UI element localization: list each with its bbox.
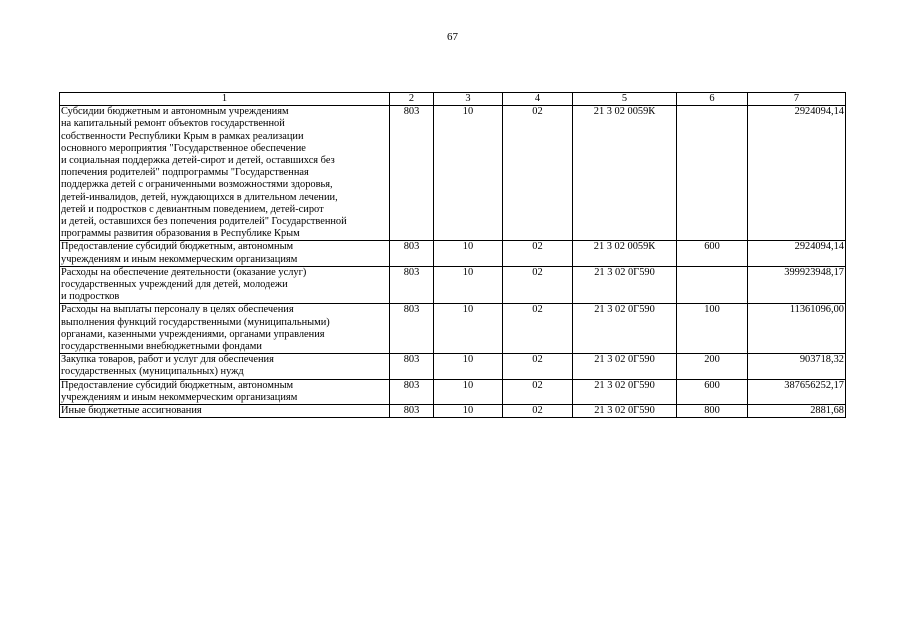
row-name: Иные бюджетные ассигнования xyxy=(60,405,390,418)
row-amount: 903718,32 xyxy=(748,354,846,379)
row-ministry-code: 803 xyxy=(390,304,434,354)
table-row xyxy=(60,354,846,379)
row-target-code: 21 3 02 0Г590 xyxy=(573,379,677,404)
column-header-6: 6 xyxy=(677,93,748,106)
row-expense-type xyxy=(677,106,748,241)
row-expense-type: 600 xyxy=(677,241,748,266)
row-expense-type: 200 xyxy=(677,354,748,379)
row-amount: 2924094,14 xyxy=(748,241,846,266)
row-target-code: 21 3 02 0Г590 xyxy=(573,304,677,354)
column-header-1: 1 xyxy=(60,93,390,106)
row-amount: 2924094,14 xyxy=(748,106,846,241)
row-ministry-code: 803 xyxy=(390,354,434,379)
row-section-code: 10 xyxy=(434,354,503,379)
table-row xyxy=(60,379,846,404)
row-target-code: 21 3 02 0Г590 xyxy=(573,266,677,304)
row-target-code: 21 3 02 0Г590 xyxy=(573,354,677,379)
row-ministry-code: 803 xyxy=(390,266,434,304)
row-section-code: 10 xyxy=(434,379,503,404)
row-target-code: 21 3 02 0Г590 xyxy=(573,405,677,418)
row-ministry-code: 803 xyxy=(390,379,434,404)
row-name: Предоставление субсидий бюджетным, автономным учреждениям и иным некоммерческим организациям xyxy=(60,241,390,266)
row-subsection-code: 02 xyxy=(503,405,573,418)
row-amount: 387656252,17 xyxy=(748,379,846,404)
row-subsection-code: 02 xyxy=(503,266,573,304)
row-name: Предоставление субсидий бюджетным, автономным учреждениям и иным некоммерческим организациям xyxy=(60,379,390,404)
row-subsection-code: 02 xyxy=(503,304,573,354)
table-row xyxy=(60,304,846,354)
budget-table xyxy=(59,92,846,418)
row-ministry-code: 803 xyxy=(390,405,434,418)
table-row xyxy=(60,241,846,266)
row-name: Закупка товаров, работ и услуг для обеспечения государственных (муниципальных) нужд xyxy=(60,354,390,379)
row-expense-type xyxy=(677,266,748,304)
row-section-code: 10 xyxy=(434,266,503,304)
row-section-code: 10 xyxy=(434,106,503,241)
row-subsection-code: 02 xyxy=(503,379,573,404)
row-subsection-code: 02 xyxy=(503,354,573,379)
row-target-code: 21 3 02 0059К xyxy=(573,106,677,241)
row-subsection-code: 02 xyxy=(503,106,573,241)
row-name: Расходы на обеспечение деятельности (оказание услуг) государственных учреждений для детей, молодежи и подростков xyxy=(60,266,390,304)
row-amount: 11361096,00 xyxy=(748,304,846,354)
row-name: Расходы на выплаты персоналу в целях обеспечения выполнения функций государственными (муниципальными) органами, казенными учреждениями, органами управления государственными внебюджетными фондами xyxy=(60,304,390,354)
table-row xyxy=(60,405,846,418)
row-section-code: 10 xyxy=(434,304,503,354)
row-section-code: 10 xyxy=(434,241,503,266)
row-expense-type: 800 xyxy=(677,405,748,418)
table-header-row xyxy=(60,93,846,106)
row-ministry-code: 803 xyxy=(390,106,434,241)
row-expense-type: 600 xyxy=(677,379,748,404)
row-amount: 2881,68 xyxy=(748,405,846,418)
row-ministry-code: 803 xyxy=(390,241,434,266)
column-header-5: 5 xyxy=(573,93,677,106)
row-amount: 399923948,17 xyxy=(748,266,846,304)
row-section-code: 10 xyxy=(434,405,503,418)
row-target-code: 21 3 02 0059К xyxy=(573,241,677,266)
page-number: 67 xyxy=(447,31,458,43)
table-row xyxy=(60,106,846,241)
row-name: Субсидии бюджетным и автономным учреждениям на капитальный ремонт объектов государственной собственности Республики Крым в рамках реализации основного мероприятия "Государственное обеспечение и социальная поддержка детей-сирот и детей, оставшихся без попечения родителей" подпрограммы "Государственная поддержка детей с ограниченными возможностями здоровья, детей-инвалидов, детей, нуждающихся в длительном лечении, детей и подростков с девиантным поведением, детей-сирот и детей, оставшихся без попечения родителей" Государственной программы развития образования в Республике Крым xyxy=(60,106,390,241)
table-row xyxy=(60,266,846,304)
column-header-2: 2 xyxy=(390,93,434,106)
column-header-4: 4 xyxy=(503,93,573,106)
column-header-7: 7 xyxy=(748,93,846,106)
column-header-3: 3 xyxy=(434,93,503,106)
row-expense-type: 100 xyxy=(677,304,748,354)
row-subsection-code: 02 xyxy=(503,241,573,266)
